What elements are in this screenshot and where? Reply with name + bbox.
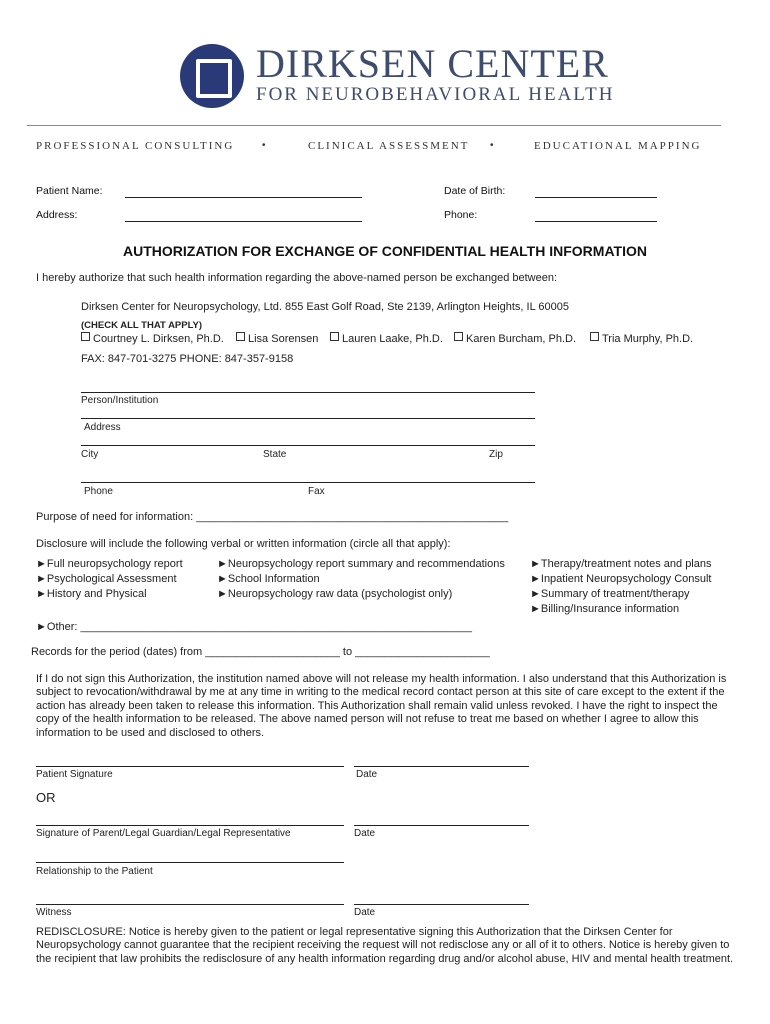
phone-label: Phone:: [444, 209, 478, 221]
provider-burcham[interactable]: [454, 332, 576, 345]
disclosure-option[interactable]: ►Billing/Insurance information: [530, 603, 680, 615]
check-all-label: (CHECK ALL THAT APPLY): [81, 320, 203, 331]
disclosure-option[interactable]: ►History and Physical: [36, 588, 147, 600]
provider-label: Lisa Sorensen: [248, 333, 319, 345]
logo-mark: [180, 44, 244, 108]
header-rule: [27, 125, 721, 126]
disclosure-option[interactable]: ►Therapy/treatment notes and plans: [530, 558, 712, 570]
relationship-label: Relationship to the Patient: [36, 866, 153, 877]
patient-signature-label: Patient Signature: [36, 769, 113, 780]
disclosure-option[interactable]: ►Neuropsychology report summary and recommendations: [217, 558, 505, 570]
form-title: AUTHORIZATION FOR EXCHANGE OF CONFIDENTIAL HEALTH INFORMATION: [123, 243, 647, 259]
center-address: Dirksen Center for Neuropsychology, Ltd. 855 East Golf Road, Ste 2139, Arlington Heights, IL 60005: [81, 301, 569, 313]
phone-field[interactable]: [535, 221, 657, 222]
checkbox-icon[interactable]: [236, 332, 245, 341]
guardian-date-label: Date: [354, 828, 376, 839]
witness-label: Witness: [36, 907, 72, 918]
checkbox-icon[interactable]: [330, 332, 339, 341]
recipient-fax-label: Fax: [308, 486, 325, 497]
provider-dirksen[interactable]: [81, 332, 224, 345]
witness-date-field[interactable]: [354, 904, 529, 905]
or-label: OR: [36, 790, 56, 805]
disclosure-option[interactable]: ►School Information: [217, 573, 320, 585]
checkbox-icon[interactable]: [81, 332, 90, 341]
records-period-field[interactable]: Records for the period (dates) from ______________________ to ______________________: [31, 646, 490, 658]
checkbox-icon[interactable]: [454, 332, 463, 341]
intro-text: I hereby authorize that such health information regarding the above-named person be exchanged between:: [36, 272, 558, 284]
service-mapping: EDUCATIONAL MAPPING: [534, 140, 702, 152]
service-assessment: CLINICAL ASSESSMENT: [308, 140, 470, 152]
service-consulting: PROFESSIONAL CONSULTING: [36, 140, 235, 152]
provider-laake[interactable]: [330, 332, 443, 345]
disclosure-option[interactable]: ►Psychological Assessment: [36, 573, 177, 585]
witness-date-label: Date: [354, 907, 376, 918]
center-fax-phone: FAX: 847-701-3275 PHONE: 847-357-9158: [81, 353, 294, 365]
guardian-signature-field[interactable]: [36, 825, 344, 826]
relationship-field[interactable]: [36, 862, 344, 863]
other-field[interactable]: ►Other: ________________________________________________________________: [36, 621, 473, 633]
disclosure-option[interactable]: ►Full neuropsychology report: [36, 558, 183, 570]
redisclosure-paragraph: REDISCLOSURE: Notice is hereby given to the patient or legal representative signing this Authorization that the Dirksen Center for Neuropsychology cannot guarantee that the recipient receiving the request will not redisclose any or all of it to others. Notice is hereby given to the recipient that law prohibits the redisclosure of any health information regarding drug and/or alcohol abuse, HIV and mental health treatment.: [36, 926, 734, 965]
phone-fax-field[interactable]: [81, 482, 535, 483]
provider-label: Courtney L. Dirksen, Ph.D.: [93, 333, 224, 345]
patient-signature-field[interactable]: [36, 766, 344, 767]
provider-label: Tria Murphy, Ph.D.: [602, 333, 694, 345]
disclosure-option[interactable]: ►Neuropsychology raw data (psychologist only): [217, 588, 453, 600]
witness-signature-field[interactable]: [36, 904, 344, 905]
service-bullet-1: •: [262, 140, 266, 151]
dob-field[interactable]: [535, 197, 657, 198]
patient-name-field[interactable]: [125, 197, 362, 198]
logo-square-icon: [196, 59, 232, 98]
provider-label: Karen Burcham, Ph.D.: [466, 333, 577, 345]
recipient-address-label: Address: [84, 422, 121, 433]
disclosure-option[interactable]: ►Summary of treatment/therapy: [530, 588, 690, 600]
logo-line-2: FOR NEUROBEHAVIORAL HEALTH: [256, 84, 615, 105]
guardian-date-field[interactable]: [354, 825, 529, 826]
person-institution-field[interactable]: [81, 392, 535, 393]
person-institution-label: Person/Institution: [81, 395, 159, 406]
recipient-address-field[interactable]: [81, 418, 535, 419]
checkbox-icon[interactable]: [590, 332, 599, 341]
provider-sorensen[interactable]: [236, 332, 318, 345]
city-label: City: [81, 449, 99, 460]
service-bullet-2: •: [490, 140, 494, 151]
logo-line-1: DIRKSEN CENTER: [256, 41, 609, 86]
dob-label: Date of Birth:: [444, 185, 506, 197]
address-field[interactable]: [125, 221, 362, 222]
purpose-field[interactable]: Purpose of need for information: ___________________________________________________: [36, 511, 509, 523]
consent-paragraph: If I do not sign this Authorization, the institution named above will not release my health information. I also understand that this Authorization is subject to revocation/withdrawal by me at any time in writing to the medical record contact person at this site of care except to the extent if the action has already been taken to release this information. This Authorization shall remain valid unless revoked. I have the right to inspect the copy of the health information to be released. The above named person will not refuse to treat me based on whether I agree to allow this information to be used and disclosed to others.: [36, 673, 727, 739]
zip-label: Zip: [489, 449, 503, 460]
disclosure-intro: Disclosure will include the following verbal or written information (circle all that apply):: [36, 538, 451, 550]
address-label: Address:: [36, 209, 78, 221]
patient-name-label: Patient Name:: [36, 185, 103, 197]
provider-label: Lauren Laake, Ph.D.: [342, 333, 443, 345]
disclosure-option[interactable]: ►Inpatient Neuropsychology Consult: [530, 573, 712, 585]
guardian-signature-label: Signature of Parent/Legal Guardian/Legal Representative: [36, 828, 291, 839]
provider-murphy[interactable]: [590, 332, 693, 345]
patient-date-field[interactable]: [354, 766, 529, 767]
recipient-phone-label: Phone: [84, 486, 113, 497]
city-state-zip-field[interactable]: [81, 445, 535, 446]
patient-date-label: Date: [356, 769, 378, 780]
state-label: State: [263, 449, 287, 460]
